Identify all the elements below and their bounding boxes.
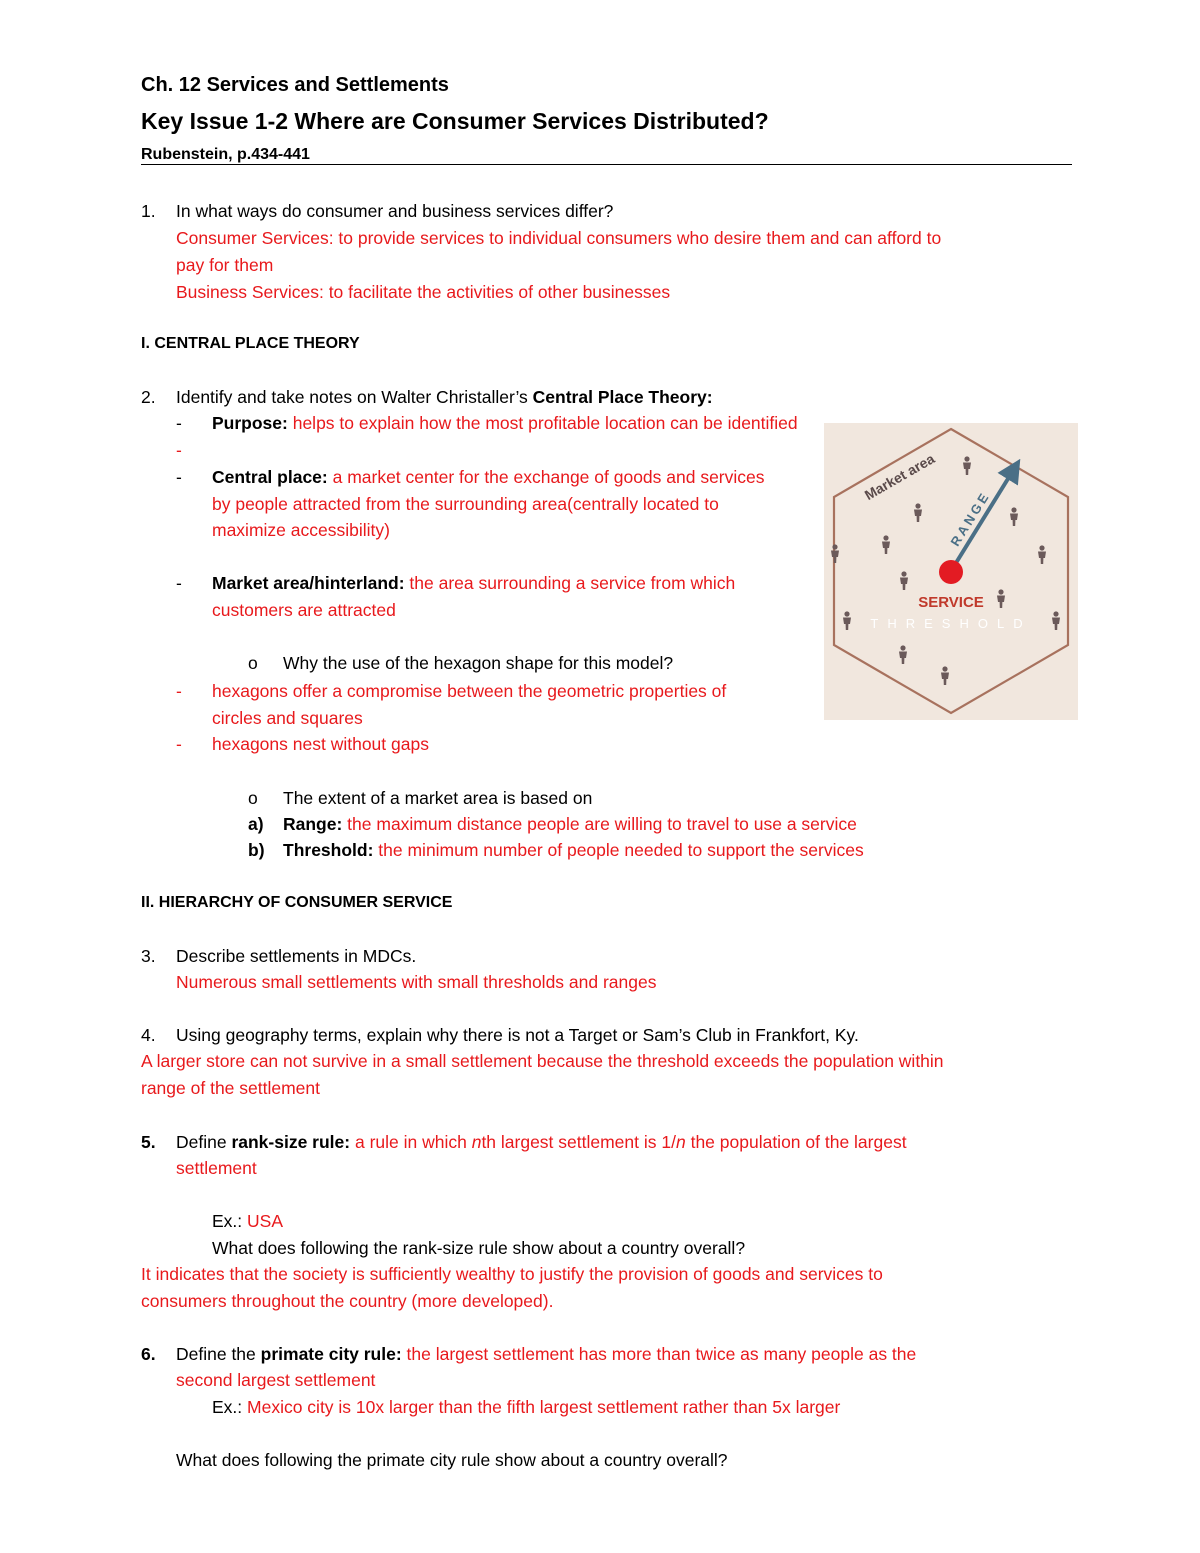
answer-3: Numerous small settlements with small thresholds and ranges <box>176 972 657 992</box>
question-number: 6. <box>141 1344 156 1364</box>
dash-bullet: - <box>176 573 182 593</box>
example-5: Ex.: USA <box>212 1211 284 1231</box>
dash-bullet: - <box>176 413 182 433</box>
answer-1-line: Consumer Services: to provide services to individual consumers who desire them and can afford to <box>176 228 942 248</box>
answer-5-line: settlement <box>176 1158 257 1178</box>
question-number: 2. <box>141 387 156 407</box>
hexagon-answer: hexagons offer a compromise between the geometric properties of <box>212 681 727 701</box>
person-icon <box>1038 545 1046 564</box>
person-icon <box>1052 611 1060 630</box>
chapter-title: Ch. 12 Services and Settlements <box>141 74 449 96</box>
answer-1-line: Business Services: to facilitate the activities of other businesses <box>176 282 671 302</box>
central-place-note-line: by people attracted from the surrounding area(centrally located to <box>212 494 719 514</box>
question-number: 1. <box>141 201 156 221</box>
question-3: Describe settlements in MDCs. <box>176 946 417 966</box>
person-icon <box>1010 507 1018 526</box>
example-6: Ex.: Mexico city is 10x larger than the fifth largest settlement rather than 5x larger <box>212 1397 841 1417</box>
market-area-label: Market area <box>861 450 938 504</box>
person-icon <box>882 535 890 554</box>
purpose-note: Purpose: helps to explain how the most profitable location can be identified <box>212 413 798 433</box>
follow-question-5: What does following the rank-size rule show about a country overall? <box>212 1238 746 1258</box>
market-area-note-line: customers are attracted <box>212 600 396 620</box>
question-5: Define rank-size rule: a rule in which nth largest settlement is 1/n the population of the largest <box>176 1132 907 1152</box>
person-icon <box>899 645 907 664</box>
hexagon-question: Why the use of the hexagon shape for this model? <box>283 653 674 673</box>
central-place-note: Central place: a market center for the exchange of goods and services <box>212 467 765 487</box>
extent-question: The extent of a market area is based on <box>283 788 593 808</box>
question-4: Using geography terms, explain why there is not a Target or Sam’s Club in Frankfort, Ky. <box>176 1025 859 1045</box>
answer-4-line: A larger store can not survive in a small settlement because the threshold exceeds the population within <box>141 1051 944 1071</box>
question-number: 5. <box>141 1132 156 1152</box>
question-number: 4. <box>141 1025 156 1045</box>
question-number: 3. <box>141 946 156 966</box>
list-letter: a) <box>248 814 264 834</box>
hexagon-answer-line: circles and squares <box>212 708 363 728</box>
dash-bullet: - <box>176 467 182 487</box>
person-icon <box>831 544 839 563</box>
section-heading: II. HIERARCHY OF CONSUMER SERVICE <box>141 894 453 911</box>
answer-1-line: pay for them <box>176 255 274 275</box>
service-label: SERVICE <box>918 594 984 611</box>
central-place-note-line: maximize accessibility) <box>212 520 390 540</box>
follow-answer-5-line: consumers throughout the country (more developed). <box>141 1291 554 1311</box>
person-icon <box>963 456 971 475</box>
key-issue-title: Key Issue 1-2 Where are Consumer Services Distributed? <box>141 108 769 134</box>
range-note: Range: the maximum distance people are willing to travel to use a service <box>283 814 857 834</box>
answer-4-line: range of the settlement <box>141 1078 320 1098</box>
person-icon <box>843 611 851 630</box>
list-letter: b) <box>248 840 265 860</box>
person-icon <box>941 666 949 685</box>
range-label: RANGE <box>947 488 993 549</box>
hexagon-answer: hexagons nest without gaps <box>212 734 429 754</box>
header-divider <box>141 164 1072 165</box>
person-icon <box>997 589 1005 608</box>
dash-bullet: - <box>176 440 182 460</box>
sub-bullet: o <box>248 788 258 808</box>
person-icon <box>914 503 922 522</box>
person-icon <box>900 571 908 590</box>
question-1: In what ways do consumer and business services differ? <box>176 201 614 221</box>
question-6: Define the primate city rule: the largest settlement has more than twice as many people as the <box>176 1344 917 1364</box>
section-heading: I. CENTRAL PLACE THEORY <box>141 335 360 352</box>
follow-answer-5-line: It indicates that the society is sufficiently wealthy to justify the provision of goods and services to <box>141 1264 883 1284</box>
dash-bullet: - <box>176 681 182 701</box>
follow-question-6: What does following the primate city rule show about a country overall? <box>176 1450 728 1470</box>
threshold-label: THRESHOLD <box>870 616 1032 631</box>
service-dot <box>939 560 963 584</box>
central-place-figure <box>824 423 1078 720</box>
answer-6-line: second largest settlement <box>176 1370 376 1390</box>
dash-bullet: - <box>176 734 182 754</box>
question-2: Identify and take notes on Walter Christaller’s Central Place Theory: <box>176 387 713 407</box>
sub-bullet: o <box>248 653 258 673</box>
market-area-note: Market area/hinterland: the area surrounding a service from which <box>212 573 736 593</box>
threshold-note: Threshold: the minimum number of people needed to support the services <box>283 840 864 860</box>
source-reference: Rubenstein, p.434-441 <box>141 146 310 163</box>
central-place-diagram <box>824 423 1078 720</box>
